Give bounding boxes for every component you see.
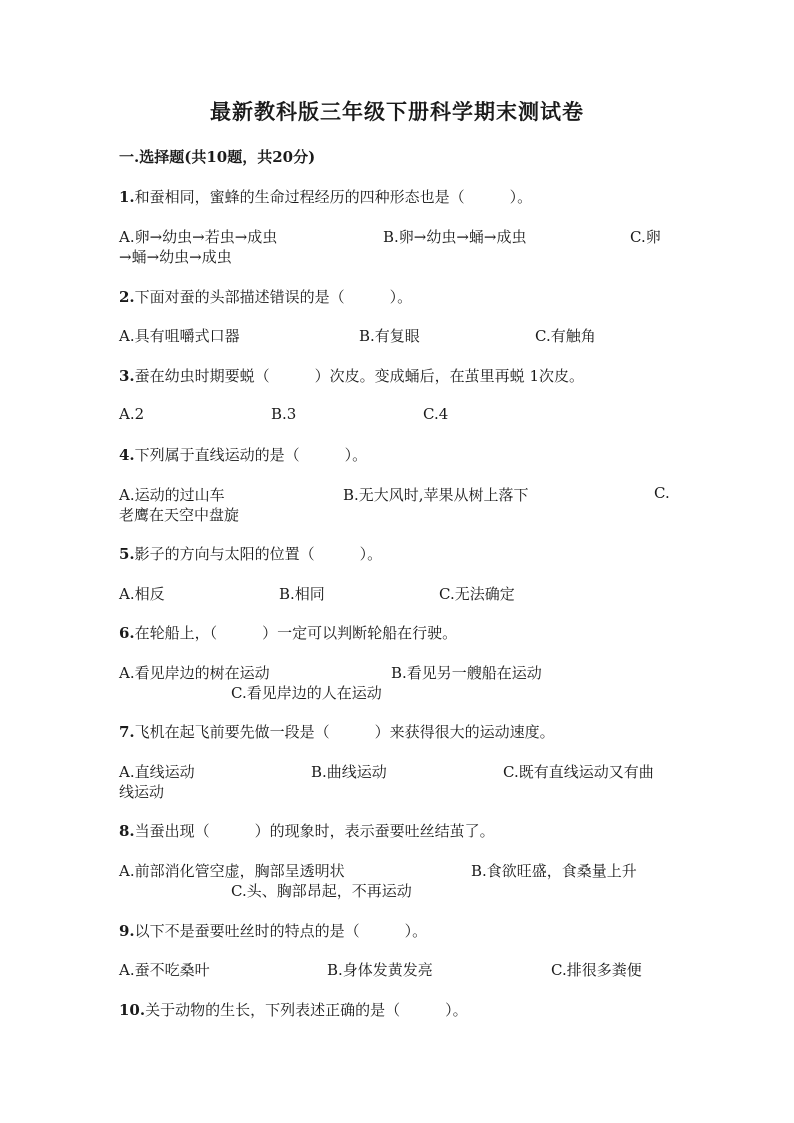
question-7: [119, 721, 555, 742]
option-c: C.: [654, 484, 670, 502]
question-2: [119, 286, 412, 307]
option-c-continued: 线运动: [119, 783, 165, 801]
option-b: B.看见另一艘船在运动: [391, 664, 542, 682]
question-number: 3.: [119, 367, 135, 385]
question-number: 5.: [119, 545, 135, 563]
question-text: 关于动物的生长，下列表述正确的是（ ）。: [145, 1001, 468, 1019]
question-text: 在轮船上，（ ）一定可以判断轮船在行驶。: [134, 624, 458, 642]
question-1: [119, 186, 532, 207]
question-text: 以下不是蚕要吐丝时的特点的是（ ）。: [134, 922, 428, 940]
option-a: A.直线运动: [119, 763, 195, 781]
option-b: B.有复眼: [359, 327, 420, 345]
question-number: 8.: [119, 822, 135, 840]
option-c: C.无法确定: [439, 585, 515, 603]
question-number: 7.: [119, 723, 135, 741]
option-a: A.卵→幼虫→若虫→成虫: [119, 228, 278, 246]
question-text: 飞机在起飞前要先做一段是（ ）来获得很大的运动速度。: [134, 723, 555, 741]
option-c-continued: →蛹→幼虫→成虫: [119, 248, 232, 266]
option-b: B.身体发黄发亮: [327, 961, 433, 979]
question-number: 10.: [119, 1001, 146, 1019]
question-text: 和蚕相同，蜜蜂的生命过程经历的四种形态也是（ ）。: [134, 188, 533, 206]
option-a: A.具有咀嚼式口器: [119, 327, 240, 345]
option-b: B.卵→幼虫→蛹→成虫: [383, 228, 527, 246]
option-b: B.无大风时,苹果从树上落下: [343, 486, 529, 504]
question-text: 下列属于直线运动的是（ ）。: [134, 446, 368, 464]
option-c: C.头、胸部昂起，不再运动: [231, 882, 412, 900]
question-number: 9.: [119, 922, 135, 940]
option-a: A.蚕不吃桑叶: [119, 961, 210, 979]
question-3: [119, 365, 584, 386]
question-6: [119, 622, 457, 643]
option-b: B.相同: [279, 585, 325, 603]
option-c: C.有触角: [535, 327, 596, 345]
question-text: 当蚕出现（ ）的现象时，表示蚕要吐丝结茧了。: [134, 822, 495, 840]
option-b: B.食欲旺盛，食桑量上升: [471, 862, 637, 880]
option-b: B.3: [271, 405, 297, 423]
question-number: 2.: [119, 288, 135, 306]
option-c: C.排很多粪便: [551, 961, 642, 979]
option-c-continued: 老鹰在天空中盘旋: [119, 506, 240, 524]
option-a: A.2: [119, 405, 145, 423]
question-text: 下面对蚕的头部描述错误的是（ ）。: [134, 288, 413, 306]
question-10: [119, 999, 468, 1020]
option-a: A.相反: [119, 585, 165, 603]
option-c: C.4: [423, 405, 449, 423]
question-text: 蚕在幼虫时期要蜕（ ）次皮。变成蛹后，在茧里再蜕 1次皮。: [134, 367, 584, 385]
question-text: 影子的方向与太阳的位置（ ）。: [134, 545, 383, 563]
question-number: 4.: [119, 446, 135, 464]
section-heading: 一.选择题(共10题，共20分): [119, 148, 316, 166]
option-c: C.既有直线运动又有曲: [503, 763, 654, 781]
question-number: 6.: [119, 624, 135, 642]
option-a: A.看见岸边的树在运动: [119, 664, 270, 682]
question-4: [119, 444, 367, 465]
option-a: A.运动的过山车: [119, 486, 225, 504]
option-c: C.卵: [630, 228, 661, 246]
question-number: 1.: [119, 188, 135, 206]
option-b: B.曲线运动: [311, 763, 387, 781]
question-8: [119, 820, 495, 841]
page-title: 最新教科版三年级下册科学期末测试卷: [210, 99, 584, 124]
question-9: [119, 920, 427, 941]
option-a: A.前部消化管空虚，胸部呈透明状: [119, 862, 345, 880]
option-c: C.看见岸边的人在运动: [231, 684, 382, 702]
question-5: [119, 543, 382, 564]
